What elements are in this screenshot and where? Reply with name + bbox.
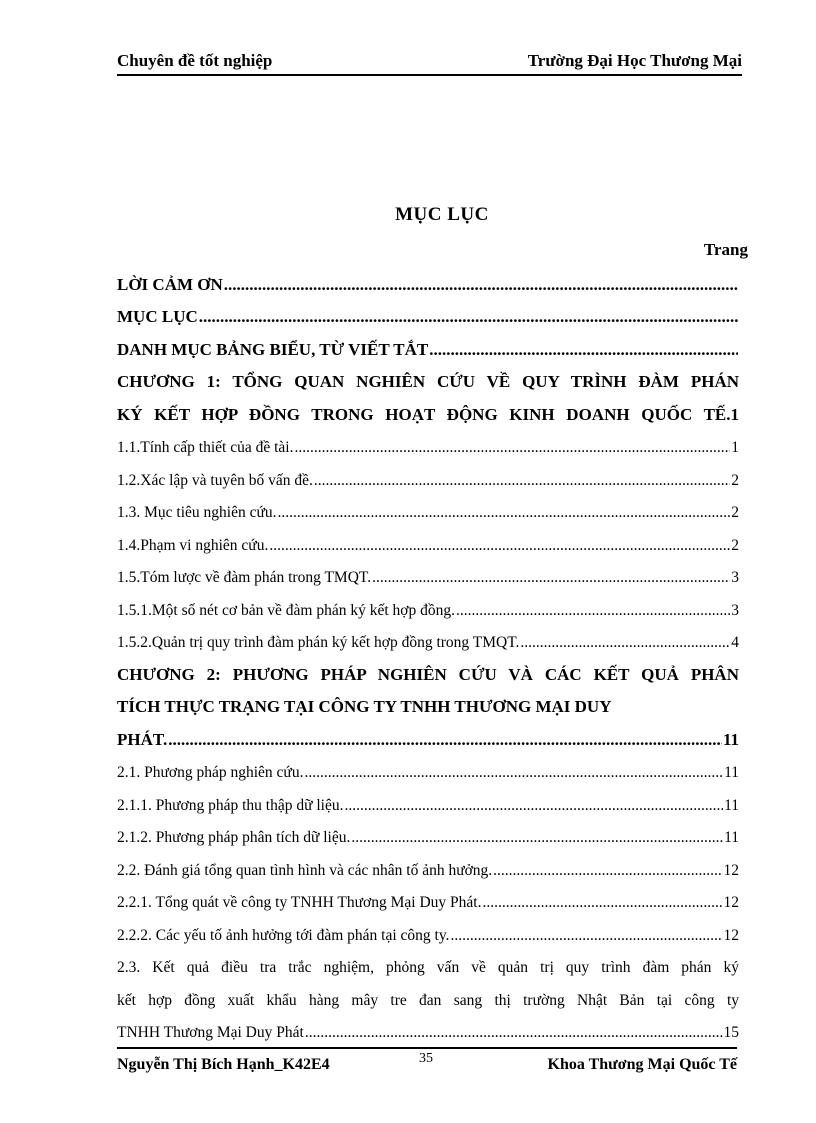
dot-leader — [269, 537, 730, 555]
toc-entry — [117, 498, 739, 531]
toc-entry-text: kết hợp đồng xuất khẩu hàng mây tre đan sang thị trường Nhật Bản tại công ty — [117, 991, 739, 1009]
toc-entry-text: 1.1.Tính cấp thiết của đề tài. — [117, 439, 294, 456]
dot-leader — [304, 764, 723, 782]
toc-entry-text: 2.3. Kết quả điều tra trắc nghiệm, phỏng vấn về quản trị quy trình đàm phán ký — [117, 959, 739, 976]
header-right-text: Trường Đại Học Thương Mại — [527, 51, 742, 70]
toc-entry-page: 11 — [724, 829, 739, 846]
dot-leader — [351, 829, 723, 847]
toc-entry — [117, 1018, 739, 1051]
toc-entry-page: 12 — [723, 861, 739, 879]
toc-entry — [117, 270, 739, 303]
toc-entry — [117, 725, 739, 758]
footer-page-number: 35 — [419, 1051, 433, 1066]
dot-leader — [372, 569, 730, 587]
toc-entry-text: TÍCH THỰC TRẠNG TẠI CÔNG TY TNHH THƯƠNG MẠI DUY — [117, 697, 612, 716]
toc-entry — [117, 790, 739, 823]
toc-entry — [117, 433, 739, 466]
toc-entry-page: 15 — [723, 1024, 739, 1041]
toc-entry — [117, 465, 739, 498]
dot-leader — [429, 340, 738, 360]
dot-leader — [520, 634, 730, 652]
header-left-text: Chuyên đề tốt nghiệp — [117, 51, 273, 70]
toc-entry — [117, 563, 739, 596]
toc-entry — [117, 920, 739, 953]
dot-leader — [199, 307, 738, 327]
toc-entry-text: 1.5.1.Một số nét cơ bản về đàm phán ký kết hợp đồng. — [117, 601, 455, 619]
toc-entry-text: LỜI CẢM ƠN — [117, 274, 223, 294]
toc-entry — [117, 855, 739, 888]
toc-entry-page: 1 — [731, 439, 739, 456]
toc-entry-page: 11 — [724, 796, 739, 814]
footer-department: Khoa Thương Mại Quốc Tế — [547, 1056, 737, 1073]
page-column-heading: Trang — [703, 240, 748, 259]
toc-entry-page: 3 — [731, 601, 739, 619]
toc-entry-page: 3 — [731, 569, 739, 586]
toc-entry — [117, 595, 739, 628]
toc-entry — [117, 953, 739, 986]
dot-leader — [305, 1024, 723, 1042]
toc-title: MỤC LỤC — [395, 204, 489, 225]
dot-leader — [493, 862, 722, 880]
dot-leader — [168, 730, 722, 750]
toc-entry — [117, 888, 739, 921]
dot-leader — [294, 439, 730, 457]
toc-entry — [117, 693, 739, 726]
toc-entry — [117, 985, 739, 1018]
toc-entry-page: 2 — [731, 471, 739, 489]
toc-entry-text: 2.1.2. Phương pháp phân tích dữ liệu. — [117, 829, 351, 846]
dot-leader — [344, 797, 723, 815]
toc-entry-text: DANH MỤC BẢNG BIỂU, TỪ VIẾT TẮT — [117, 339, 429, 359]
dot-leader — [456, 602, 730, 620]
toc-entry — [117, 660, 739, 693]
toc-entry-page: 4 — [731, 634, 739, 651]
dot-leader — [224, 275, 738, 295]
toc-entry-text: 1.3. Mục tiêu nghiên cứu. — [117, 504, 277, 521]
toc-entry-text: 2.2.1. Tổng quát về công ty TNHH Thương Mại Duy Phát. — [117, 894, 482, 911]
toc-entry — [117, 758, 739, 791]
dot-leader — [450, 927, 722, 945]
toc-entry — [117, 823, 739, 856]
table-of-contents — [117, 270, 739, 1050]
dot-leader — [278, 504, 731, 522]
page-header — [117, 50, 742, 76]
dot-leader — [482, 894, 722, 912]
toc-entry-text: 2.1.1. Phương pháp thu thập dữ liệu. — [117, 796, 344, 814]
toc-entry — [117, 628, 739, 661]
toc-entry-text: KÝ KẾT HỢP ĐỒNG TRONG HOẠT ĐỘNG KINH DOANH QUỐC TẾ.1 — [117, 404, 739, 424]
toc-entry-text: 1.4.Phạm vi nghiên cứu. — [117, 536, 269, 554]
toc-entry-text: 1.5.2.Quản trị quy trình đàm phán ký kết hợp đồng trong TMQT. — [117, 634, 520, 651]
toc-entry-page: 2 — [731, 536, 739, 554]
toc-entry-text: 2.1. Phương pháp nghiên cứu. — [117, 764, 304, 781]
toc-entry — [117, 530, 739, 563]
toc-entry-text: PHÁT. — [117, 729, 168, 749]
toc-entry-text: 2.2. Đánh giá tổng quan tình hình và các nhân tố ảnh hưởng. — [117, 861, 493, 879]
toc-entry-page: 12 — [723, 894, 739, 911]
toc-entry — [117, 368, 739, 401]
toc-entry-page: 12 — [723, 926, 739, 944]
page-footer — [117, 1047, 737, 1073]
footer-author: Nguyễn Thị Bích Hạnh_K42E4 — [117, 1056, 330, 1073]
toc-entry — [117, 303, 739, 336]
toc-entry-page: 2 — [731, 504, 739, 521]
toc-entry — [117, 400, 739, 433]
toc-entry-text: 1.2.Xác lập và tuyên bố vấn đề. — [117, 471, 313, 489]
toc-entry-text: MỤC LỤC — [117, 307, 198, 326]
dot-leader — [314, 472, 730, 490]
toc-entry-text: CHƯƠNG 1: TỔNG QUAN NGHIÊN CỨU VỀ QUY TRÌNH ĐÀM PHÁN — [117, 372, 739, 391]
toc-entry-text: 2.2.2. Các yếu tố ảnh hưởng tới đàm phán tại công ty. — [117, 926, 450, 944]
toc-entry-page: 11 — [722, 729, 739, 749]
toc-entry-text: 1.5.Tóm lược về đàm phán trong TMQT. — [117, 569, 372, 586]
toc-entry-text: CHƯƠNG 2: PHƯƠNG PHÁP NGHIÊN CỨU VÀ CÁC KẾT QUẢ PHÂN — [117, 664, 739, 684]
toc-entry — [117, 335, 739, 368]
toc-entry-text: TNHH Thương Mại Duy Phát — [117, 1024, 304, 1041]
toc-entry-page: 11 — [724, 764, 739, 781]
